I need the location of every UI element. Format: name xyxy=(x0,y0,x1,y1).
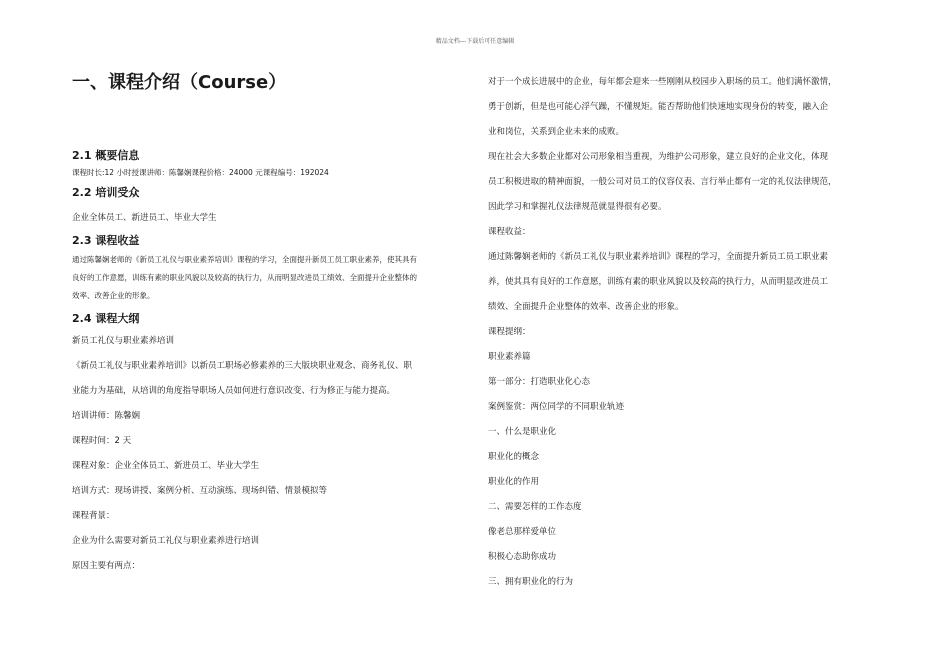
text-line: 员工积极进取的精神面貌，一般公司对员工的仪容仪表、言行举止都有一定的礼仪法律规范， xyxy=(488,177,837,187)
text-line: 培训讲师：陈馨娴 xyxy=(72,411,141,421)
text-line: 因此学习和掌握礼仪法律规范就显得很有必要。 xyxy=(488,202,667,212)
text-line: 积极心态助你成功 xyxy=(488,552,557,562)
section-2-2-heading: 2.2 培训受众 xyxy=(72,186,140,199)
text-line: 课程对象：企业全体员工、新进员工、毕业大学生 xyxy=(72,461,260,471)
watermark: 精品文档---下载后可任意编辑 xyxy=(435,38,515,45)
text-line: 职业素养篇 xyxy=(488,352,531,362)
text-line: 现在社会大多数企业都对公司形象相当重视，为维护公司形象，建立良好的企业文化，体现 xyxy=(488,152,829,162)
text-line: 新员工礼仪与职业素养培训 xyxy=(72,336,175,346)
left-column xyxy=(72,70,462,579)
page-title: 一、课程介绍（Course） xyxy=(72,72,287,93)
audience-text: 企业全体员工、新进员工、毕业大学生 xyxy=(72,213,217,223)
section-2-1-heading: 2.1 概要信息 xyxy=(72,149,140,162)
text-line: 课程背景： xyxy=(72,511,115,521)
text-line: 效率、改善企业的形象。 xyxy=(72,291,155,300)
text-line: 三、拥有职业化的行为 xyxy=(488,577,574,587)
text-line: 通过陈馨娴老师的《新员工礼仪与职业素养培训》课程的学习，全面提升新员工员工职业素 xyxy=(488,252,829,262)
section-2-4-heading: 2.4 课程大纲 xyxy=(72,312,140,325)
text-line: 职业化的概念 xyxy=(488,452,540,462)
text-line: 业能力为基础，从培训的角度指导职场人员如何进行意识改变、行为修正与能力提高。 xyxy=(72,386,396,396)
text-line: 通过陈馨娴老师的《新员工礼仪与职业素养培训》课程的学习，全面提升新员工员工职业素养，使其具有 xyxy=(72,255,417,264)
text-line: 勇于创新，但是也可能心浮气躁，不懂规矩。能否帮助他们快速地实现身份的转变，融入企 xyxy=(488,102,829,112)
text-line: 课程收益： xyxy=(488,227,531,237)
text-line: 第一部分：打造职业化心态 xyxy=(488,377,591,387)
text-line: 业和岗位，关系到企业未来的成败。 xyxy=(488,127,625,137)
text-line: 课程提纲： xyxy=(488,327,531,337)
text-line: 养，使其具有良好的工作意愿，训练有素的职业风貌以及较高的执行力，从而明显改进员工 xyxy=(488,277,829,287)
benefits-paragraph xyxy=(72,251,462,305)
text-line: 对于一个成长进展中的企业，每年都会迎来一些刚刚从校园步入职场的员工。他们满怀激情， xyxy=(488,77,837,87)
text-line: 良好的工作意愿，训练有素的职业风貌以及较高的执行力，从而明显改进员工绩效、全面提升企业整体的 xyxy=(72,273,417,282)
outline-block xyxy=(72,329,462,579)
text-line: 一、什么是职业化 xyxy=(488,427,557,437)
text-line: 原因主要有两点： xyxy=(72,561,141,571)
text-line: 案例鉴赏：两位同学的不同职业轨迹 xyxy=(488,402,625,412)
text-line: 《新员工礼仪与职业素养培训》以新员工职场必修素养的三大版块职业观念、商务礼仪、职 xyxy=(72,361,413,371)
right-column xyxy=(488,70,880,595)
text-line: 企业为什么需要对新员工礼仪与职业素养进行培训 xyxy=(72,536,260,546)
text-line: 培训方式：现场讲授、案例分析、互动演练、现场纠错、情景模拟等 xyxy=(72,486,328,496)
course-info: 课程时长:12 小时授课讲师：陈馨娴课程价格：24000 元课程编号：192024 xyxy=(72,168,329,177)
text-line: 二、需要怎样的工作态度 xyxy=(488,502,582,512)
text-line: 像老总那样爱单位 xyxy=(488,527,557,537)
section-2-3-heading: 2.3 课程收益 xyxy=(72,234,140,247)
text-line: 绩效、全面提升企业整体的效率、改善企业的形象。 xyxy=(488,302,684,312)
text-line: 课程时间：2 天 xyxy=(72,436,132,446)
text-line: 职业化的作用 xyxy=(488,477,540,487)
